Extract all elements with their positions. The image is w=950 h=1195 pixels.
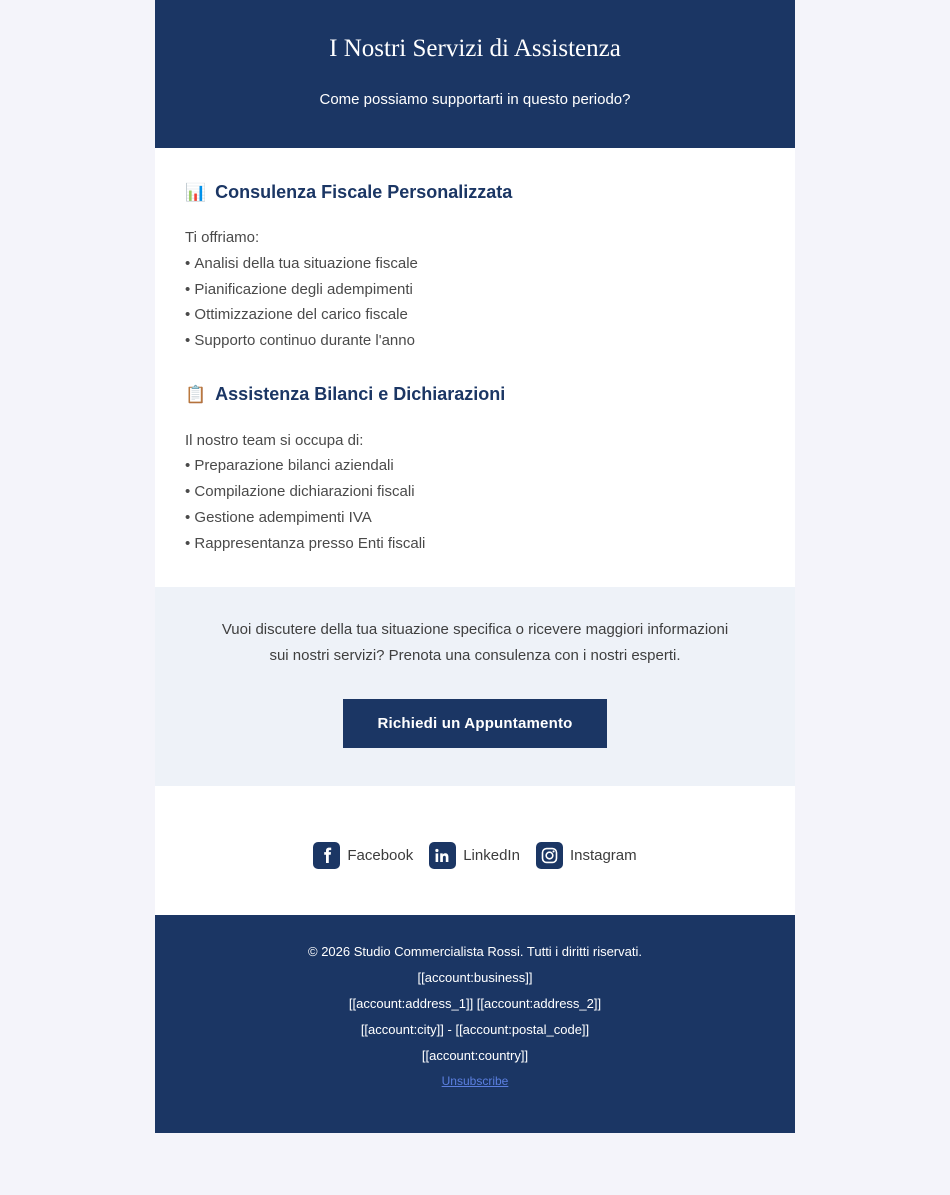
list-item: • Supporto continuo durante l'anno	[185, 328, 765, 354]
list-item: • Compilazione dichiarazioni fiscali	[185, 479, 765, 505]
linkedin-icon	[429, 842, 456, 869]
email-body	[155, 148, 795, 587]
list-item: • Analisi della tua situazione fiscale	[185, 251, 765, 277]
email-footer	[155, 915, 795, 1133]
list-item: • Preparazione bilanci aziendali	[185, 453, 765, 479]
section-title: Assistenza Bilanci e Dichiarazioni	[215, 384, 506, 405]
footer-address: [[account:address_1]] [[account:address_2]]	[348, 995, 602, 1011]
instagram-icon	[536, 842, 563, 869]
facebook-icon	[313, 842, 340, 869]
service-section-bilanci	[185, 384, 765, 557]
unsubscribe-link[interactable]: Unsubscribe	[441, 1073, 509, 1088]
social-label: Facebook	[347, 846, 414, 864]
list-item: • Pianificazione degli adempimenti	[185, 277, 765, 303]
social-label: LinkedIn	[463, 846, 520, 864]
cta-section	[155, 587, 795, 786]
email-header	[155, 0, 795, 148]
cta-text: Vuoi discutere della tua situazione specifica o ricevere maggiori informazioni sui nostri servizi? Prenota una consulenza con i nostri esperti.	[221, 620, 729, 664]
bar-chart-emoji: 📊	[185, 182, 207, 202]
service-section-consulenza	[185, 182, 765, 355]
service-list	[185, 453, 765, 556]
header-subtitle: Come possiamo supportarti in questo periodo?	[319, 91, 631, 108]
email-container	[155, 0, 795, 1133]
social-link-linkedin[interactable]	[429, 842, 520, 869]
section-lead: Ti offriamo:	[185, 229, 260, 247]
clipboard-emoji: 📋	[185, 385, 207, 405]
list-item: • Gestione adempimenti IVA	[185, 505, 765, 531]
header-title: I Nostri Servizi di Assistenza	[329, 35, 621, 62]
footer-business: [[account:business]]	[417, 969, 533, 985]
social-section	[155, 786, 795, 915]
section-heading	[185, 182, 765, 204]
list-item: • Rappresentanza presso Enti fiscali	[185, 531, 765, 557]
section-title: Consulenza Fiscale Personalizzata	[215, 181, 513, 202]
section-heading	[185, 384, 765, 406]
list-item: • Ottimizzazione del carico fiscale	[185, 302, 765, 328]
service-list	[185, 251, 765, 354]
social-label: Instagram	[569, 846, 637, 864]
footer-city-postal: [[account:city]] - [[account:postal_code]]	[360, 1021, 590, 1037]
social-link-facebook[interactable]	[313, 842, 413, 869]
social-link-instagram[interactable]	[536, 842, 637, 869]
footer-copyright: © 2026 Studio Commercialista Rossi. Tutti i diritti riservati.	[308, 943, 642, 959]
footer-country: [[account:country]]	[421, 1047, 529, 1063]
social-links	[185, 842, 765, 869]
section-lead: Il nostro team si occupa di:	[185, 431, 364, 449]
request-appointment-button[interactable]: Richiedi un Appuntamento	[343, 699, 606, 748]
